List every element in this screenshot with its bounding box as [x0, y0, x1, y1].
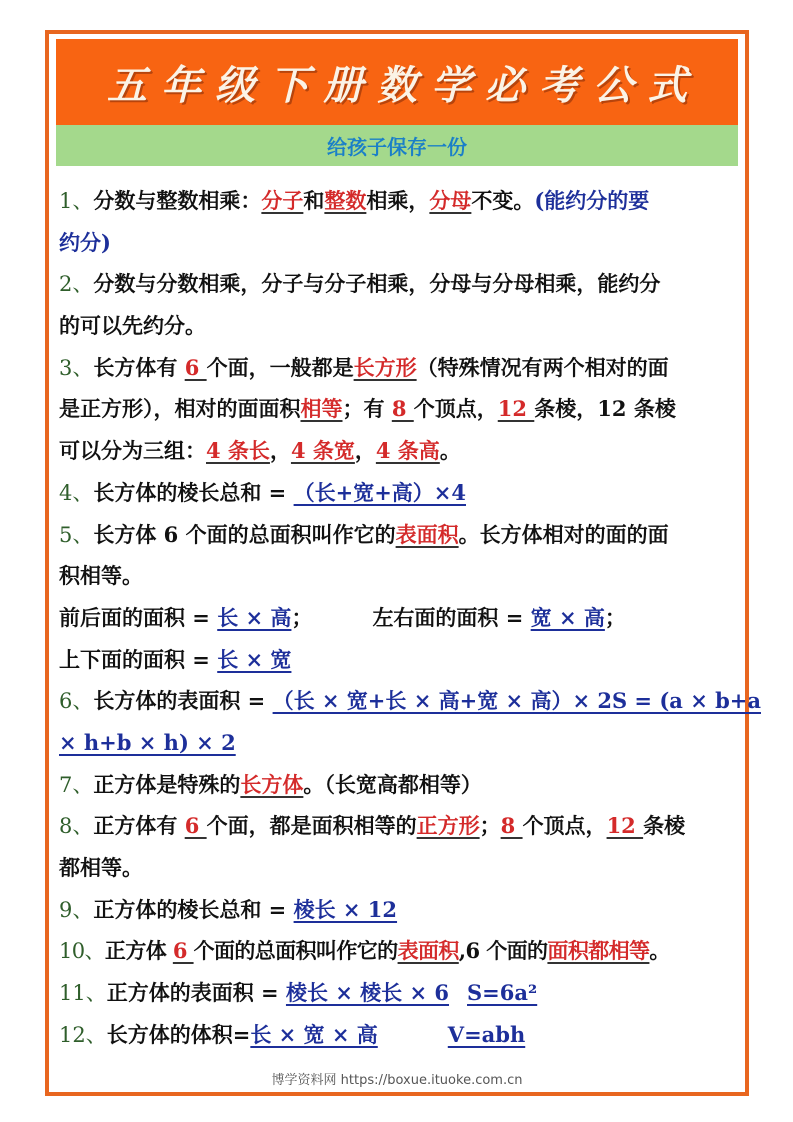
item-number: 4、 — [59, 480, 94, 505]
text: 个面的总面积叫作它的 — [193, 938, 398, 964]
item-11 — [59, 972, 737, 1014]
text: ； — [291, 604, 313, 630]
highlight: 12 — [497, 396, 535, 422]
highlight: 相等 — [300, 396, 343, 422]
text: ， — [269, 438, 291, 464]
highlight: 表面积 — [395, 521, 459, 547]
item-8-cont — [59, 847, 737, 889]
item-12 — [59, 1014, 737, 1056]
text: 。 — [439, 438, 461, 464]
highlight: 整数 — [324, 188, 367, 213]
text: 是正方形），相对的面面积 — [59, 396, 301, 422]
text: 的可以先约分。 — [59, 313, 206, 339]
formula-list — [59, 180, 761, 1055]
highlight: 面积都相等 — [547, 938, 650, 964]
text: 和 — [303, 188, 325, 213]
text: 可以分为三组： — [59, 438, 206, 464]
item-number: 11、 — [59, 981, 107, 1006]
item-number: 5、 — [59, 522, 94, 547]
title-banner — [56, 39, 738, 125]
highlight: 4 条宽 — [290, 438, 355, 464]
item-2 — [59, 263, 737, 305]
item-number: 10、 — [59, 939, 105, 964]
item-number: 12、 — [59, 1022, 107, 1047]
text: ,6 个面的 — [458, 938, 548, 964]
text: 长方体的表面积 = — [93, 688, 273, 714]
formula: V=abh — [447, 1021, 526, 1047]
item-1 — [59, 180, 737, 222]
subtitle-band — [56, 125, 738, 166]
item-5-cont — [59, 555, 737, 597]
item-6-cont — [59, 722, 737, 764]
item-7 — [59, 764, 737, 806]
text: 长方体 6 个面的总面积叫作它的 — [93, 521, 396, 547]
highlight: 8 — [391, 396, 414, 422]
text: 个面，都是面积相等的 — [206, 813, 417, 839]
formula: 棱长 × 12 — [293, 896, 398, 922]
text: 正方体是特殊的 — [93, 771, 241, 797]
text: 条棱，12 条棱 — [534, 396, 676, 422]
highlight: 表面积 — [397, 938, 459, 964]
note: (能约分的要 — [534, 188, 650, 213]
text: 。 — [649, 938, 670, 964]
text: 积相等。 — [59, 563, 143, 589]
note: 约分) — [59, 229, 111, 255]
page-frame — [45, 30, 761, 1096]
formula: × h+b × h) × 2 — [59, 729, 236, 755]
item-2-cont — [59, 305, 737, 347]
item-number: 1、 — [59, 189, 94, 213]
text: 个顶点， — [413, 396, 498, 422]
formula: 长 × 宽 — [217, 646, 292, 672]
item-9 — [59, 889, 737, 931]
formula: S=6a² — [467, 980, 538, 1006]
watermark: 博学资料网 https://boxue.ituoke.com.cn — [271, 1073, 523, 1088]
formula: 长 × 宽 × 高 — [250, 1021, 378, 1047]
highlight: 6 — [184, 354, 207, 380]
item-3 — [59, 347, 737, 389]
formula: 宽 × 高 — [530, 604, 605, 630]
text: 不变。 — [471, 188, 535, 213]
highlight: 6 — [172, 938, 194, 964]
text: 正方体有 — [93, 813, 185, 839]
text: 。（长宽高都相等） — [303, 771, 482, 797]
highlight: 分母 — [429, 188, 472, 213]
highlight: 分子 — [261, 188, 304, 213]
formula: 棱长 × 棱长 × 6 — [285, 980, 450, 1006]
highlight: 4 条长 — [206, 438, 270, 464]
label: 左右面的面积 = — [372, 604, 531, 630]
page-title: 五年级下册数学必考公式 — [107, 61, 701, 109]
text: 条棱 — [643, 813, 686, 839]
text: 正方体 — [104, 938, 173, 964]
text: 正方体的表面积 = — [106, 980, 286, 1006]
item-number: 9、 — [59, 897, 94, 922]
item-number: 2、 — [59, 272, 94, 297]
text: 长方体的体积= — [106, 1021, 251, 1047]
item-5-top — [59, 639, 737, 681]
highlight: 长方体 — [240, 771, 304, 797]
item-10 — [59, 930, 737, 972]
formula: 长 × 高 — [217, 604, 292, 630]
text: ， — [354, 438, 376, 464]
text: 个顶点， — [522, 813, 607, 839]
item-5-faces — [59, 597, 737, 639]
highlight: 6 — [184, 813, 207, 839]
text: 正方体的棱长总和 = — [93, 896, 294, 922]
item-6 — [59, 680, 761, 722]
text: 个面，一般都是 — [206, 354, 354, 380]
highlight: 12 — [606, 813, 644, 839]
item-5 — [59, 514, 737, 556]
text: 分数与分数相乘，分子与分子相乘，分母与分母相乘，能约分 — [93, 271, 661, 297]
text: 长方体有 — [93, 354, 185, 380]
text: ；有 — [342, 396, 392, 422]
page-subtitle: 给孩子保存一份 — [327, 135, 467, 159]
item-number: 7、 — [59, 772, 94, 797]
text: ； — [479, 813, 501, 839]
text: 。长方体相对的面的面 — [458, 521, 669, 547]
text: 相乘， — [366, 188, 430, 213]
formula: （长 × 宽+长 × 高+宽 × 高）× 2S = (a × b+a — [272, 688, 761, 714]
text: （特殊情况有两个相对的面 — [416, 354, 669, 380]
highlight: 4 条高 — [375, 438, 440, 464]
highlight: 长方形 — [353, 354, 417, 380]
item-8 — [59, 805, 737, 847]
item-number: 6、 — [59, 689, 94, 714]
formula: （长+宽+高）×4 — [293, 479, 466, 505]
item-number: 3、 — [59, 355, 94, 380]
item-4 — [59, 472, 737, 514]
text: 都相等。 — [59, 855, 143, 880]
item-1-cont — [59, 222, 737, 264]
highlight: 正方形 — [416, 813, 480, 839]
text: ； — [604, 604, 626, 630]
item-3-cont — [59, 388, 737, 430]
text: 长方体的棱长总和 = — [93, 479, 294, 505]
text: 分数与整数相乘： — [93, 188, 262, 213]
label: 前后面的面积 = — [59, 604, 218, 630]
label: 上下面的面积 = — [59, 646, 218, 672]
item-number: 8、 — [59, 814, 94, 839]
item-3-cont2 — [59, 430, 737, 472]
highlight: 8 — [500, 813, 523, 839]
